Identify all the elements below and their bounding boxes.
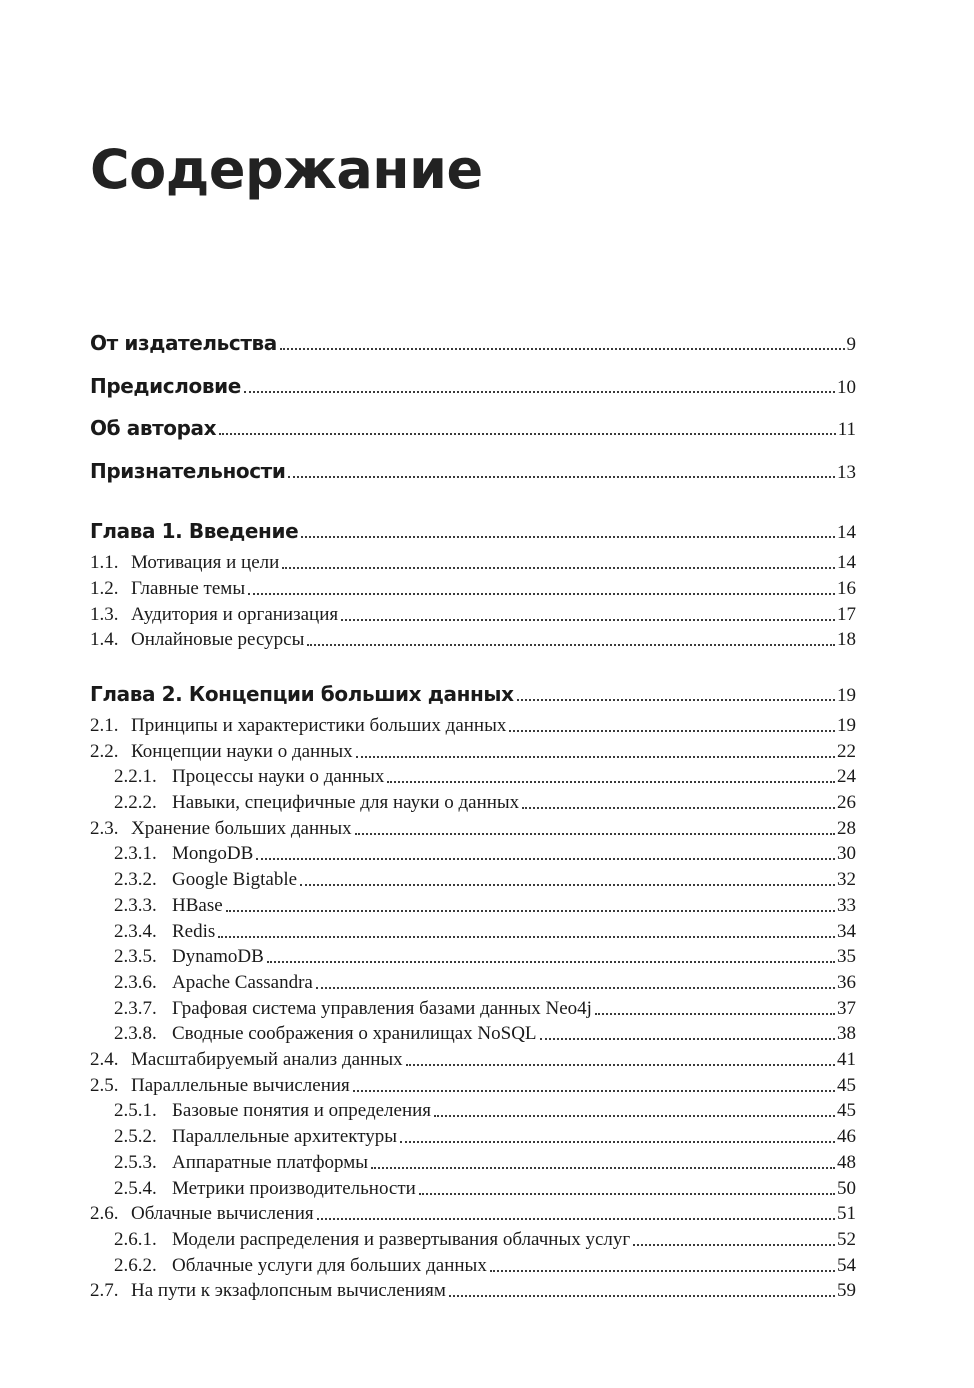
- section-page: 28: [837, 818, 856, 839]
- subsection-page: 48: [837, 1152, 856, 1173]
- section-number: 2.5.: [90, 1075, 119, 1096]
- dot-leader: [256, 841, 835, 867]
- section-page: 51: [837, 1203, 856, 1224]
- toc-subsection[interactable]: [90, 1253, 856, 1279]
- subsection-page: 26: [837, 792, 856, 813]
- toc-subsection[interactable]: [90, 1150, 856, 1176]
- section-number: 1.4.: [90, 629, 119, 650]
- toc-entry-about-authors[interactable]: [90, 413, 856, 443]
- toc-entry-title: Предисловие: [90, 374, 241, 398]
- dot-leader: [218, 919, 835, 945]
- section-page: 22: [837, 741, 856, 762]
- toc-section[interactable]: [90, 713, 856, 739]
- section-title: Аудитория и организация: [131, 604, 339, 625]
- dot-leader: [595, 996, 835, 1022]
- toc-section[interactable]: [90, 602, 856, 628]
- toc-section[interactable]: [90, 576, 856, 602]
- subsection-number: 2.3.6.: [114, 972, 157, 993]
- dot-leader: [449, 1278, 835, 1304]
- subsection-page: 54: [837, 1255, 856, 1276]
- subsection-number: 2.6.1.: [114, 1229, 157, 1250]
- section-page: 14: [837, 552, 856, 573]
- subsection-title: Redis: [172, 921, 216, 942]
- toc-entry-publisher-note[interactable]: [90, 328, 856, 358]
- dot-leader: [282, 550, 835, 576]
- dot-leader: [317, 1201, 835, 1227]
- dot-leader: [288, 456, 835, 486]
- toc-section[interactable]: [90, 739, 856, 765]
- section-title: Главные темы: [131, 578, 246, 599]
- dot-leader: [248, 576, 835, 602]
- section-title: На пути к экзафлопсным вычислениям: [131, 1280, 446, 1301]
- subsection-title: Google Bigtable: [172, 869, 298, 890]
- section-title: Принципы и характеристики больших данных: [131, 715, 507, 736]
- toc-subsection[interactable]: [90, 893, 856, 919]
- dot-leader: [490, 1253, 835, 1279]
- toc-subsection[interactable]: [90, 944, 856, 970]
- subsection-title: Графовая система управления базами данных Neo4j: [172, 998, 592, 1019]
- dot-leader: [434, 1098, 835, 1124]
- toc-subsection[interactable]: [90, 1124, 856, 1150]
- subsection-page: 35: [837, 946, 856, 967]
- dot-leader: [522, 790, 835, 816]
- section-number: 2.7.: [90, 1280, 119, 1301]
- subsection-page: 34: [837, 921, 856, 942]
- subsection-number: 2.5.3.: [114, 1152, 157, 1173]
- subsection-number: 2.3.8.: [114, 1023, 157, 1044]
- toc-section[interactable]: [90, 1278, 856, 1304]
- subsection-page: 45: [837, 1100, 856, 1121]
- subsection-number: 2.5.2.: [114, 1126, 157, 1147]
- dot-leader: [244, 371, 835, 401]
- toc-subsection[interactable]: [90, 1021, 856, 1047]
- section-title: Хранение больших данных: [131, 818, 352, 839]
- subsection-title: Модели распределения и развертывания облачных услуг: [172, 1229, 631, 1250]
- subsection-number: 2.6.2.: [114, 1255, 157, 1276]
- chapter-title: Глава 1. Введение: [90, 519, 299, 543]
- section-title: Параллельные вычисления: [131, 1075, 350, 1096]
- subsection-page: 33: [837, 895, 856, 916]
- dot-leader: [356, 739, 835, 765]
- toc-entry-page: 10: [837, 377, 856, 398]
- subsection-number: 2.3.2.: [114, 869, 157, 890]
- subsection-title: Облачные услуги для больших данных: [172, 1255, 487, 1276]
- subsection-number: 2.5.4.: [114, 1178, 157, 1199]
- dot-leader: [353, 1073, 835, 1099]
- dot-leader: [355, 816, 835, 842]
- section-number: 2.4.: [90, 1049, 119, 1070]
- section-title: Облачные вычисления: [131, 1203, 314, 1224]
- subsection-page: 46: [837, 1126, 856, 1147]
- subsection-title: Процессы науки о данных: [172, 766, 385, 787]
- dot-leader: [540, 1021, 835, 1047]
- toc-subsection[interactable]: [90, 1176, 856, 1202]
- subsection-title: Параллельные архитектуры: [172, 1126, 398, 1147]
- dot-leader: [341, 602, 835, 628]
- toc-chapter-2[interactable]: [90, 679, 856, 709]
- toc-section[interactable]: [90, 1073, 856, 1099]
- subsection-page: 36: [837, 972, 856, 993]
- toc-section[interactable]: [90, 1201, 856, 1227]
- toc-section[interactable]: [90, 1047, 856, 1073]
- dot-leader: [509, 713, 835, 739]
- section-number: 2.2.: [90, 741, 119, 762]
- subsection-title: Apache Cassandra: [172, 972, 313, 993]
- subsection-page: 24: [837, 766, 856, 787]
- section-page: 17: [837, 604, 856, 625]
- dot-leader: [300, 867, 835, 893]
- section-number: 1.3.: [90, 604, 119, 625]
- subsection-title: Аппаратные платформы: [172, 1152, 369, 1173]
- dot-leader: [371, 1150, 835, 1176]
- subsection-page: 52: [837, 1229, 856, 1250]
- toc-section[interactable]: [90, 816, 856, 842]
- toc-subsection[interactable]: [90, 790, 856, 816]
- section-page: 45: [837, 1075, 856, 1096]
- toc-section[interactable]: [90, 550, 856, 576]
- chapter-title: Глава 2. Концепции больших данных: [90, 682, 514, 706]
- subsection-number: 2.3.4.: [114, 921, 157, 942]
- dot-leader: [633, 1227, 835, 1253]
- section-page: 59: [837, 1280, 856, 1301]
- subsection-title: Сводные соображения о хранилищах NoSQL: [172, 1023, 537, 1044]
- subsection-number: 2.3.3.: [114, 895, 157, 916]
- section-page: 18: [837, 629, 856, 650]
- subsection-number: 2.2.1.: [114, 766, 157, 787]
- subsection-page: 38: [837, 1023, 856, 1044]
- section-title: Концепции науки о данных: [131, 741, 353, 762]
- dot-leader: [406, 1047, 835, 1073]
- section-number: 2.1.: [90, 715, 119, 736]
- toc-entry-page: 13: [837, 462, 856, 483]
- toc-subsection[interactable]: [90, 970, 856, 996]
- toc-subsection[interactable]: [90, 996, 856, 1022]
- dot-leader: [219, 413, 836, 443]
- toc-chapter-1[interactable]: [90, 516, 856, 546]
- toc-entry-title: От издательства: [90, 331, 277, 355]
- subsection-title: DynamoDB: [172, 946, 264, 967]
- toc-subsection[interactable]: [90, 764, 856, 790]
- chapter-page: 14: [837, 522, 856, 543]
- subsection-number: 2.2.2.: [114, 792, 157, 813]
- dot-leader: [307, 627, 835, 653]
- dot-leader: [400, 1124, 835, 1150]
- section-page: 16: [837, 578, 856, 599]
- section-title: Мотивация и цели: [131, 552, 280, 573]
- subsection-title: Метрики производительности: [172, 1178, 416, 1199]
- section-number: 2.3.: [90, 818, 119, 839]
- section-page: 19: [837, 715, 856, 736]
- toc-entry-acknowledgements[interactable]: [90, 456, 856, 486]
- toc-entry-page: 11: [837, 419, 856, 440]
- dot-leader: [517, 679, 835, 709]
- subsection-number: 2.3.7.: [114, 998, 157, 1019]
- section-number: 1.2.: [90, 578, 119, 599]
- subsection-page: 37: [837, 998, 856, 1019]
- section-title: Онлайновые ресурсы: [131, 629, 305, 650]
- subsection-number: 2.3.5.: [114, 946, 157, 967]
- subsection-title: MongoDB: [172, 843, 254, 864]
- dot-leader: [316, 970, 835, 996]
- subsection-number: 2.5.1.: [114, 1100, 157, 1121]
- toc-entry-preface[interactable]: [90, 371, 856, 401]
- toc-subsection[interactable]: [90, 867, 856, 893]
- section-number: 1.1.: [90, 552, 119, 573]
- toc-entry-title: Признательности: [90, 459, 286, 483]
- subsection-title: HBase: [172, 895, 223, 916]
- subsection-number: 2.3.1.: [114, 843, 157, 864]
- toc-subsection[interactable]: [90, 919, 856, 945]
- dot-leader: [387, 764, 835, 790]
- toc-subsection[interactable]: [90, 841, 856, 867]
- section-page: 41: [837, 1049, 856, 1070]
- subsection-page: 32: [837, 869, 856, 890]
- dot-leader: [301, 516, 835, 546]
- subsection-title: Базовые понятия и определения: [172, 1100, 432, 1121]
- toc-entry-title: Об авторах: [90, 416, 217, 440]
- subsection-title: Навыки, специфичные для науки о данных: [172, 792, 520, 813]
- page-title: Содержание: [90, 138, 483, 201]
- dot-leader: [226, 893, 835, 919]
- dot-leader: [267, 944, 835, 970]
- dot-leader: [419, 1176, 835, 1202]
- section-title: Масштабируемый анализ данных: [131, 1049, 403, 1070]
- section-number: 2.6.: [90, 1203, 119, 1224]
- dot-leader: [280, 328, 845, 358]
- toc-entry-page: 9: [846, 334, 856, 355]
- toc-subsection[interactable]: [90, 1227, 856, 1253]
- chapter-page: 19: [837, 685, 856, 706]
- subsection-page: 30: [837, 843, 856, 864]
- subsection-page: 50: [837, 1178, 856, 1199]
- toc-subsection[interactable]: [90, 1098, 856, 1124]
- toc-section[interactable]: [90, 627, 856, 653]
